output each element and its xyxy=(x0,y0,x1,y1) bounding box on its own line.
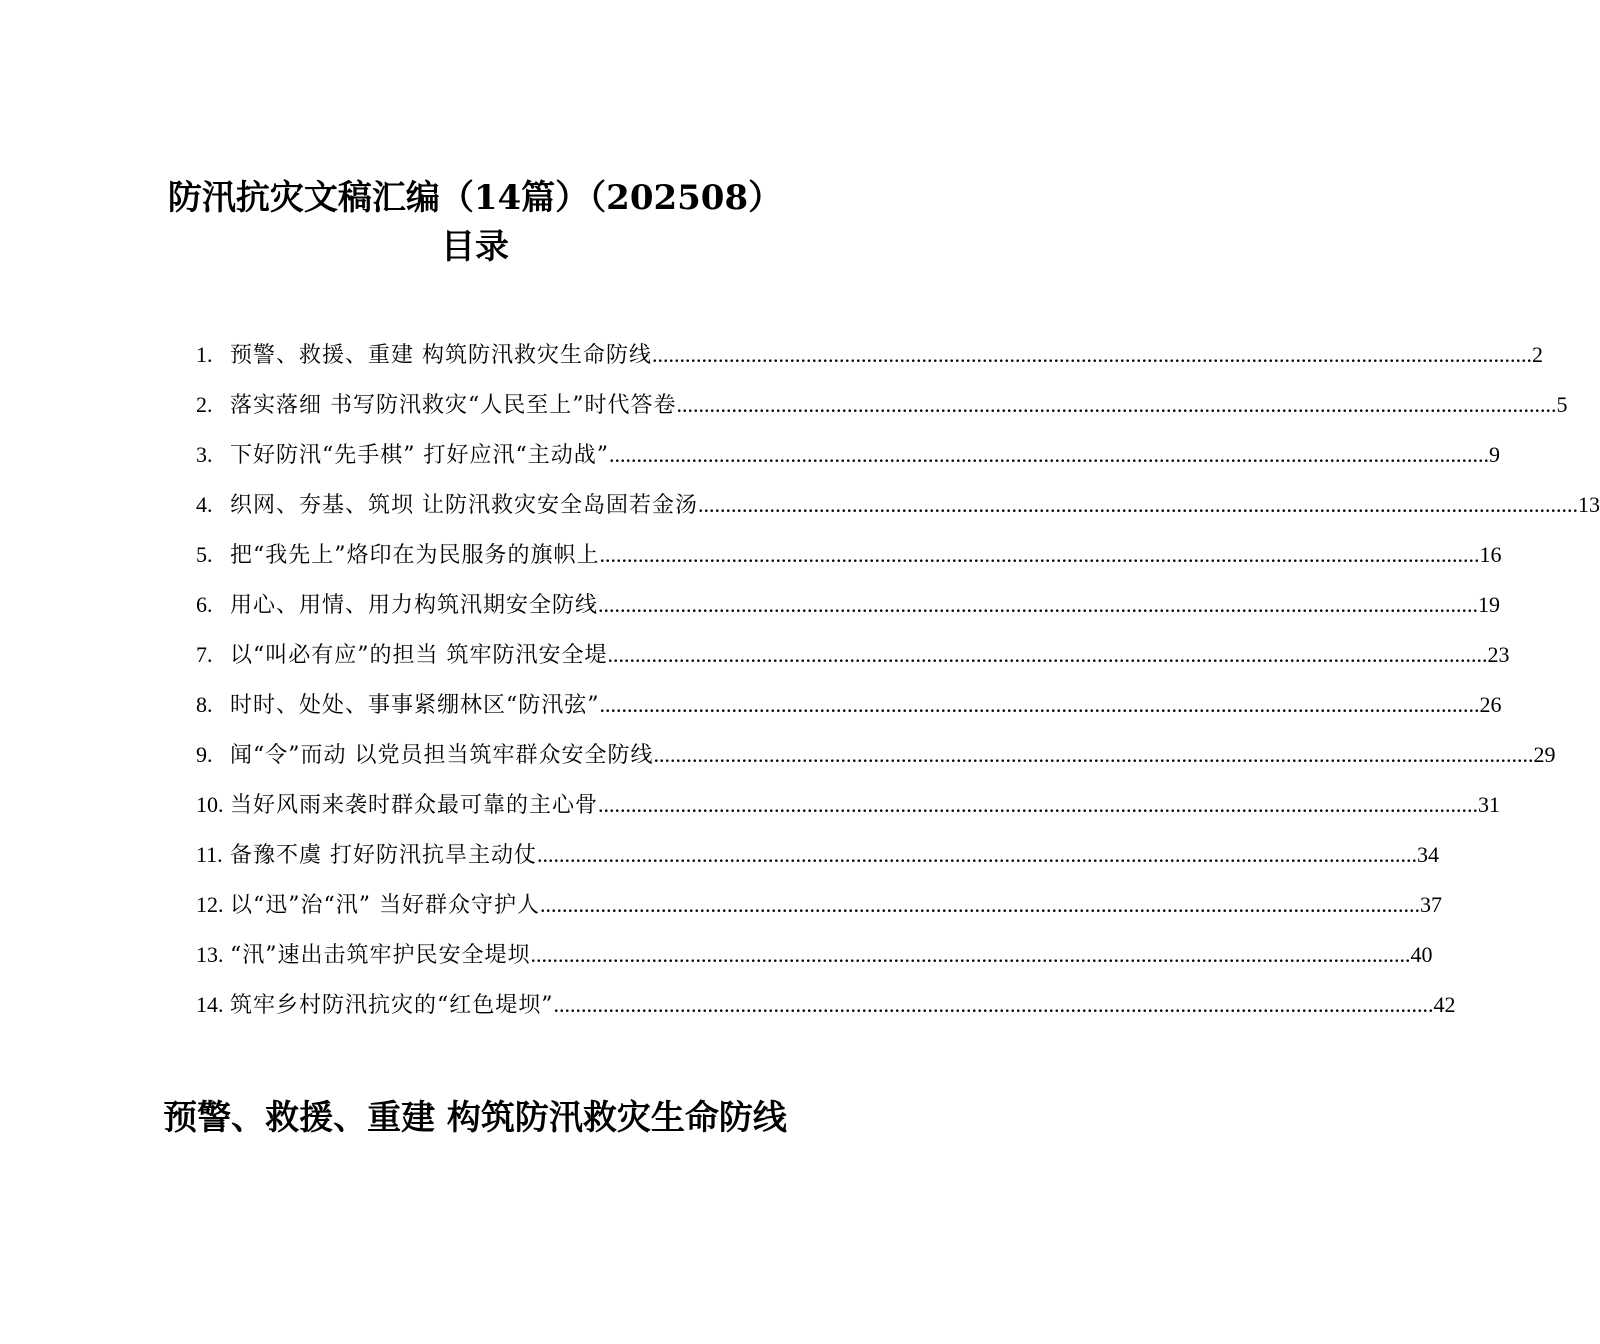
toc-entry-number: 3. xyxy=(196,442,213,467)
toc-dot-leader xyxy=(600,530,1480,580)
toc-dot-leader xyxy=(600,680,1480,730)
toc-entry-page: 26 xyxy=(1479,692,1502,717)
toc-entry-number: 8. xyxy=(196,692,213,717)
toc-entry-title: 备豫不虞 打好防汛抗旱主动仗 xyxy=(230,843,537,868)
toc-dot-leader xyxy=(654,730,1534,780)
toc-entry-title: 下好防汛“先手棋” 打好应汛“主动战” xyxy=(230,443,609,468)
toc-entry-page: 5 xyxy=(1556,392,1568,417)
toc-entry[interactable] xyxy=(196,930,1433,980)
toc-entry-page: 40 xyxy=(1410,942,1433,967)
toc-entry[interactable] xyxy=(196,480,1600,530)
toc-dot-leader xyxy=(531,930,1411,980)
toc-entry-number: 4. xyxy=(196,492,213,517)
toc-entry-number: 10. xyxy=(196,792,224,817)
toc-dot-leader xyxy=(609,430,1489,480)
toc-entry[interactable] xyxy=(196,880,1442,930)
toc-entry-title: 把“我先上”烙印在为民服务的旗帜上 xyxy=(230,543,600,568)
toc-entry-page: 13 xyxy=(1578,492,1600,517)
toc-entry-title: 以“叫必有应”的担当 筑牢防汛安全堤 xyxy=(230,643,608,668)
toc-entry-title: 预警、救援、重建 构筑防汛救灾生命防线 xyxy=(230,343,652,368)
toc-dot-leader xyxy=(537,830,1417,880)
toc-entry-number: 13. xyxy=(196,942,224,967)
toc-entry-number: 2. xyxy=(196,392,213,417)
toc-entry-title: “汛”速出击筑牢护民安全堤坝 xyxy=(230,943,531,968)
toc-dot-leader xyxy=(540,880,1420,930)
toc-entry[interactable] xyxy=(196,380,1568,430)
toc-dot-leader xyxy=(698,480,1578,530)
toc-entry-page: 34 xyxy=(1417,842,1439,867)
toc-entry-title: 以“迅”治“汛” 当好群众守护人 xyxy=(230,893,540,918)
section-title: 预警、救援、重建 构筑防汛救灾生命防线 xyxy=(163,1098,787,1138)
toc-entry-page: 42 xyxy=(1433,992,1456,1017)
toc-entry-title: 筑牢乡村防汛抗灾的“红色堤坝” xyxy=(230,993,554,1018)
toc-entry[interactable] xyxy=(196,980,1456,1030)
toc-entry-page: 31 xyxy=(1478,792,1501,817)
toc-dot-leader xyxy=(608,630,1488,680)
toc-entry-page: 19 xyxy=(1478,592,1501,617)
toc-dot-leader xyxy=(598,580,1478,630)
toc-entry-number: 5. xyxy=(196,542,213,567)
toc-entry[interactable] xyxy=(196,830,1439,880)
toc-entry-title: 时时、处处、事事紧绷林区“防汛弦” xyxy=(230,693,600,718)
toc-entry-title: 当好风雨来袭时群众最可靠的主心骨 xyxy=(230,793,599,818)
toc-entry[interactable] xyxy=(196,530,1502,580)
toc-entry-number: 1. xyxy=(196,342,213,367)
toc-entry-number: 11. xyxy=(196,842,223,867)
toc-entry-page: 9 xyxy=(1488,442,1500,467)
toc-entry-number: 12. xyxy=(196,892,224,917)
toc-entry-page: 23 xyxy=(1487,642,1510,667)
toc-entry[interactable] xyxy=(196,780,1501,830)
toc-dot-leader xyxy=(652,330,1532,380)
toc-heading: 目录 xyxy=(441,227,509,267)
toc-entry-page: 29 xyxy=(1533,742,1556,767)
toc-dot-leader xyxy=(554,980,1434,1030)
toc-entry-title: 落实落细 书写防汛救灾“人民至上”时代答卷 xyxy=(230,393,677,418)
toc-entry-title: 用心、用情、用力构筑汛期安全防线 xyxy=(230,593,599,618)
toc-entry[interactable] xyxy=(196,730,1556,780)
toc-entry[interactable] xyxy=(196,330,1543,380)
toc-dot-leader xyxy=(598,780,1478,830)
toc-entry-title: 闻“令”而动 以党员担当筑牢群众安全防线 xyxy=(230,743,654,768)
toc-entry[interactable] xyxy=(196,630,1510,680)
toc-entry-number: 9. xyxy=(196,742,213,767)
toc-entry-number: 7. xyxy=(196,642,213,667)
toc-entry-page: 2 xyxy=(1532,342,1543,367)
toc-entry-number: 6. xyxy=(196,592,213,617)
table-of-contents xyxy=(196,330,1600,1030)
toc-entry-page: 37 xyxy=(1419,892,1442,917)
toc-entry-page: 16 xyxy=(1479,542,1502,567)
toc-entry-title: 织网、夯基、筑坝 让防汛救灾安全岛固若金汤 xyxy=(230,493,698,518)
toc-entry-number: 14. xyxy=(196,992,224,1017)
toc-entry[interactable] xyxy=(196,580,1501,630)
document-title: 防汛抗灾文稿汇编（14篇）（202508） xyxy=(167,178,783,218)
toc-entry[interactable] xyxy=(196,430,1500,480)
toc-dot-leader xyxy=(677,380,1557,430)
toc-entry[interactable] xyxy=(196,680,1502,730)
